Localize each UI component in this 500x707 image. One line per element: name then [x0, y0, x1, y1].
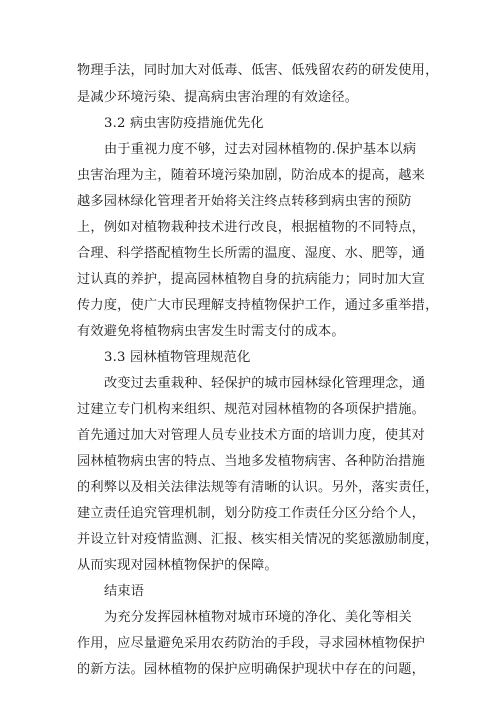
- text-line: 并设立针对疫情监测、汇报、核实相关情况的奖惩激励制度，: [77, 532, 439, 547]
- text-line: 过建立专门机构来组织、规范对园林植物的各项保护措施。: [77, 402, 426, 417]
- text-line: 越多园林绿化管理者开始将关注终点转移到病虫害的预防: [77, 194, 412, 209]
- text-line: 是减少环境污染、提高病虫害治理的有效途径。: [77, 90, 359, 105]
- text-line: 过认真的养护，提高园林植物自身的抗病能力；同时加大宣: [77, 272, 426, 287]
- text-line: 上，例如对植物栽种技术进行改良，根据植物的不同特点，: [77, 220, 426, 235]
- text-line: 建立责任追究管理机制，划分防疫工作责任分区分给个人，: [77, 506, 426, 521]
- text-line: 由于重视力度不够，过去对园林植物的.保护基本以病: [104, 142, 417, 157]
- text-line: 从而实现对园林植物保护的保障。: [77, 558, 278, 573]
- text-line: 合理、科学搭配植物生长所需的温度、湿度、水、肥等，通: [77, 246, 426, 261]
- text-line: 物理手法，同时加大对低毒、低害、低残留农药的研发使用，: [77, 63, 439, 78]
- text-line: 的利弊以及相关法律法规等有清晰的认识。另外，落实责任，: [77, 480, 439, 495]
- section-heading: 3.2 病虫害防疫措施优先化: [104, 116, 264, 131]
- text-line: 为充分发挥园林植物对城市环境的净化、美化等相关: [104, 610, 412, 625]
- text-line: 传力度，使广大市民理解支持植物保护工作，通过多重举措，: [77, 298, 439, 313]
- text-line: 的新方法。园林植物的保护应明确保护现状中存在的问题，: [77, 662, 426, 677]
- text-line: 改变过去重栽种、轻保护的城市园林绿化管理理念，通: [104, 376, 426, 391]
- section-heading: 3.3 园林植物管理规范化: [104, 350, 251, 365]
- text-line: 虫害治理为主，随着环境污染加剧，防治成本的提高，越来: [77, 168, 426, 183]
- text-line: 有效避免将植物病虫害发生时需支付的成本。: [77, 324, 345, 339]
- section-heading: 结束语: [104, 584, 145, 599]
- text-line: 作用，应尽量避免采用农药防治的手段，寻求园林植物保护: [77, 636, 426, 651]
- text-line: 园林植物病虫害的特点、当地多发植物病害、各种防治措施: [77, 454, 426, 469]
- text-line: 首先通过加大对管理人员专业技术方面的培训力度，使其对: [77, 428, 426, 443]
